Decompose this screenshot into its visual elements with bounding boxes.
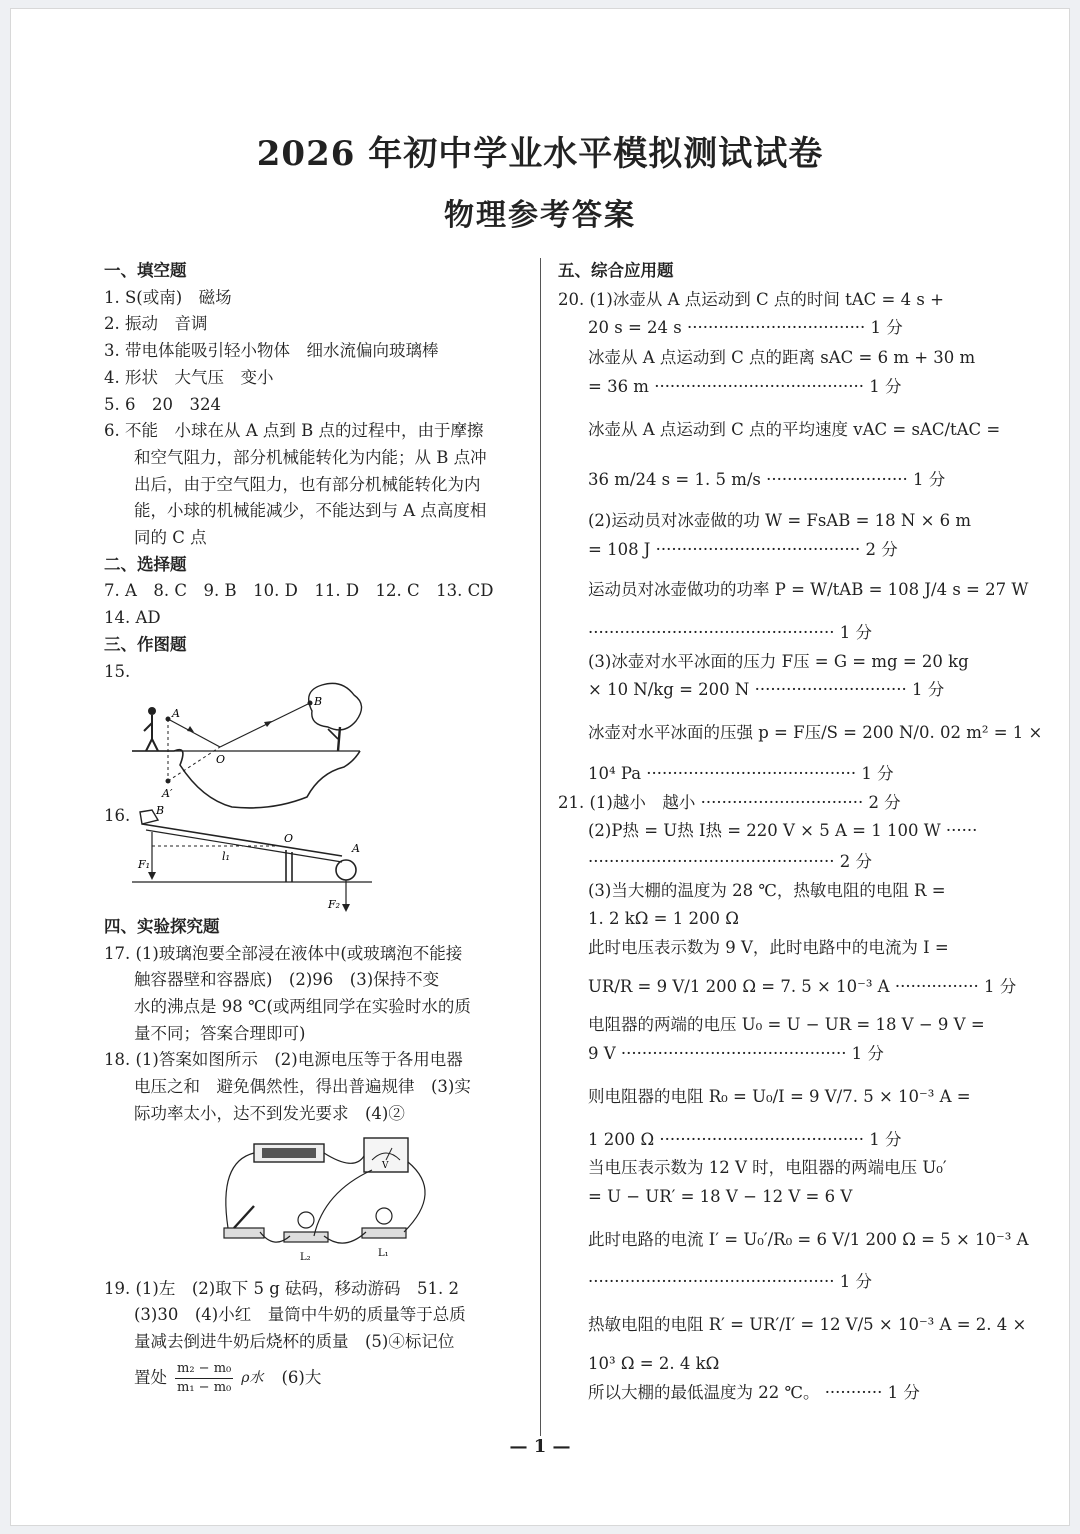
answer-21-line-5: 1. 2 kΩ = 1 200 Ω [588, 909, 739, 929]
section-multiple-choice: 二、选择题 [104, 554, 187, 574]
answer-20-line-9: 运动员对冰壶做功的功率 P = W/tAB = 108 J/4 s = 27 W [588, 580, 1029, 600]
choice-answers-2: 14. AD [104, 608, 161, 628]
answer-18-line-1: 18. (1)答案如图所示 (2)电源电压等于各用电器 [104, 1050, 463, 1070]
fraction-numerator: m₂ − m₀ [175, 1360, 233, 1379]
answer-20-line-4: = 36 m ········································ 1 分 [588, 376, 902, 396]
answer-20-line-14: 10⁴ Pa ········································ 1 分 [588, 763, 894, 783]
choice-answers-1: 7. A 8. C 9. B 10. D 11. D 12. C 13. CD [104, 581, 494, 601]
answer-19-line-2: (3)30 (4)小红 量筒中牛奶的质量等于总质 [134, 1305, 466, 1325]
answer-21-line-15: ··············································· 1 分 [588, 1272, 872, 1292]
answer-21-line-11: 1 200 Ω ······································· 1 分 [588, 1129, 902, 1149]
page-title: 2026 年初中学业水平模拟测试试卷 [256, 134, 824, 174]
section-fill-blank: 一、填空题 [104, 261, 187, 280]
fig16-label-f2: F₂ [328, 897, 341, 911]
answer-6-line-5: 同的 C 点 [134, 528, 207, 548]
answer-20-line-6: 36 m/24 s = 1. 5 m/s ··························· 1 分 [588, 470, 946, 490]
answer-21-line-2: (2)P热 = U热 I热 = 220 V × 5 A = 1 100 W ······ [588, 821, 978, 841]
answer-21-line-14: 此时电路的电流 I′ = U₀′/R₀ = 6 V/1 200 Ω = 5 × 10⁻³ A [588, 1229, 1029, 1249]
answer-6-line-3: 出后，由于空气阻力，也有部分机械能转化为内 [134, 474, 481, 494]
answer-17-line-3: 水的沸点是 98 ℃(或两组同学在实验时水的质 [134, 997, 471, 1017]
answer-20-line-13: 冰壶对水平冰面的压强 p = F压/S = 200 N/0. 02 m² = 1 × [588, 723, 1043, 743]
answer-21-line-8: 电阻器的两端的电压 U₀ = U − UR = 18 V − 9 V = [588, 1015, 985, 1035]
section-experiment: 四、实验探究题 [104, 916, 220, 936]
density-symbol: ρ水 [241, 1369, 264, 1386]
answer-1: 1. S(或南) 磁场 [104, 287, 232, 307]
section-drawing: 三、作图题 [104, 634, 187, 654]
fig18-voltmeter-label: V [382, 1160, 389, 1171]
column-divider [540, 258, 541, 1436]
answer-17-line-1: 17. (1)玻璃泡要全部浸在液体中(或玻璃泡不能接 [104, 943, 463, 963]
answer-16-label: 16. [104, 806, 131, 826]
fig15-label-a: A [172, 707, 180, 721]
answer-5: 5. 6 20 324 [104, 394, 221, 414]
answer-19-line-3: 量减去倒进牛奶后烧杯的质量 (5)④标记位 [134, 1331, 455, 1351]
right-column [558, 258, 1043, 1406]
fig15-label-a-image: A′ [162, 787, 173, 801]
answer-20-line-12: × 10 N/kg = 200 N ····························· 1 分 [588, 680, 945, 700]
section-comprehensive: 五、综合应用题 [558, 261, 674, 280]
answer-20-line-10: ··············································· 1 分 [588, 623, 872, 643]
answer-21-line-12: 当电压表示数为 12 V 时，电阻器的两端电压 U₀′ [588, 1158, 947, 1178]
answer-21-line-6: 此时电压表示数为 9 V，此时电路中的电流为 I = [588, 938, 949, 958]
answer-21-line-18: 所以大棚的最低温度为 22 ℃。 ··········· 1 分 [588, 1382, 920, 1402]
answer-21-line-1: 21. (1)越小 越小 ······························· 2 分 [558, 792, 901, 812]
answer-17-line-4: 量不同；答案合理即可) [134, 1023, 306, 1043]
answer-19-text-b: (6)大 [281, 1367, 322, 1387]
fig15-label-o: O [216, 753, 226, 767]
answer-21-line-4: (3)当大棚的温度为 28 ℃，热敏电阻的电阻 R = [588, 880, 946, 900]
answer-21-line-9: 9 V ··········································· 1 分 [588, 1044, 884, 1064]
fig16-label-f1: F₁ [138, 857, 151, 871]
fig16-label-a: A [352, 841, 360, 855]
answer-21-line-3: ··············································· 2 分 [588, 851, 872, 871]
answer-20-line-3: 冰壶从 A 点运动到 C 点的距离 sAC = 6 m + 30 m [588, 348, 976, 368]
figure-18-circuit-diagram [214, 1132, 454, 1272]
answer-17-line-2: 触容器壁和容器底) (2)96 (3)保持不变 [134, 970, 440, 990]
answer-19-line-4 [104, 1360, 526, 1397]
figure-16-lever-diagram [132, 804, 392, 914]
answer-6-line-2: 和空气阻力，部分机械能转化为内能；从 B 点冲 [134, 447, 487, 467]
answer-21-line-16: 热敏电阻的电阻 R′ = UR′/I′ = 12 V/5 × 10⁻³ A = 2. 4 × [588, 1315, 1027, 1335]
answer-20-line-11: (3)冰壶对水平冰面的压力 F压 = G = mg = 20 kg [588, 651, 969, 671]
answer-20-line-8: = 108 J ······································· 2 分 [588, 539, 898, 559]
answer-15-label: 15. [104, 661, 131, 681]
answer-20-line-5: 冰壶从 A 点运动到 C 点的平均速度 vAC = sAC/tAC = [588, 419, 1001, 439]
answer-20-line-7: (2)运动员对冰壶做的功 W = FsAB = 18 N × 6 m [588, 510, 972, 530]
fig16-label-o: O [284, 831, 294, 845]
answer-21-line-7: UR/R = 9 V/1 200 Ω = 7. 5 × 10⁻³ A ················ 1 分 [588, 976, 1017, 996]
answer-20-line-2: 20 s = 24 s ·································· 1 分 [588, 318, 903, 338]
answer-4: 4. 形状 大气压 变小 [104, 367, 274, 387]
fig18-label-l1: L₁ [378, 1247, 389, 1259]
fraction-denominator: m₁ − m₀ [177, 1379, 232, 1395]
answer-6-line-1: 6. 不能 小球在从 A 点到 B 点的过程中，由于摩擦 [104, 421, 484, 441]
answer-18-line-3: 际功率太小，达不到发光要求 (4)② [134, 1103, 405, 1123]
answer-2: 2. 振动 音调 [104, 314, 208, 334]
answer-21-line-17: 10³ Ω = 2. 4 kΩ [588, 1353, 720, 1373]
page-number: — 1 — [509, 1436, 571, 1457]
answer-20-line-1: 20. (1)冰壶从 A 点运动到 C 点的时间 tAC = 4 s + [558, 289, 944, 309]
answer-3: 3. 带电体能吸引轻小物体 细水流偏向玻璃棒 [104, 341, 439, 361]
figure-15-reflection-diagram [132, 681, 392, 809]
fig15-label-b: B [314, 695, 323, 709]
answer-19-text-a: 置处 [134, 1367, 167, 1387]
answer-6-line-4: 能，小球的机械能减少，不能达到与 A 点高度相 [134, 501, 487, 521]
answer-21-line-13: = U − UR′ = 18 V − 12 V = 6 V [588, 1186, 853, 1206]
answer-21-line-10: 则电阻器的电阻 R₀ = U₀/I = 9 V/7. 5 × 10⁻³ A = [588, 1086, 971, 1106]
density-fraction [175, 1360, 233, 1397]
page-subtitle: 物理参考答案 [444, 198, 636, 233]
answer-18-line-2: 电压之和 避免偶然性，得出普遍规律 (3)实 [134, 1077, 471, 1097]
fig16-label-l1: l₁ [222, 849, 230, 863]
fig18-label-l2: L₂ [300, 1251, 311, 1263]
left-column [104, 258, 526, 1397]
answer-19-line-1: 19. (1)左 (2)取下 5 g 砝码，移动游码 51. 2 [104, 1278, 460, 1298]
fig16-label-b: B [156, 803, 165, 817]
